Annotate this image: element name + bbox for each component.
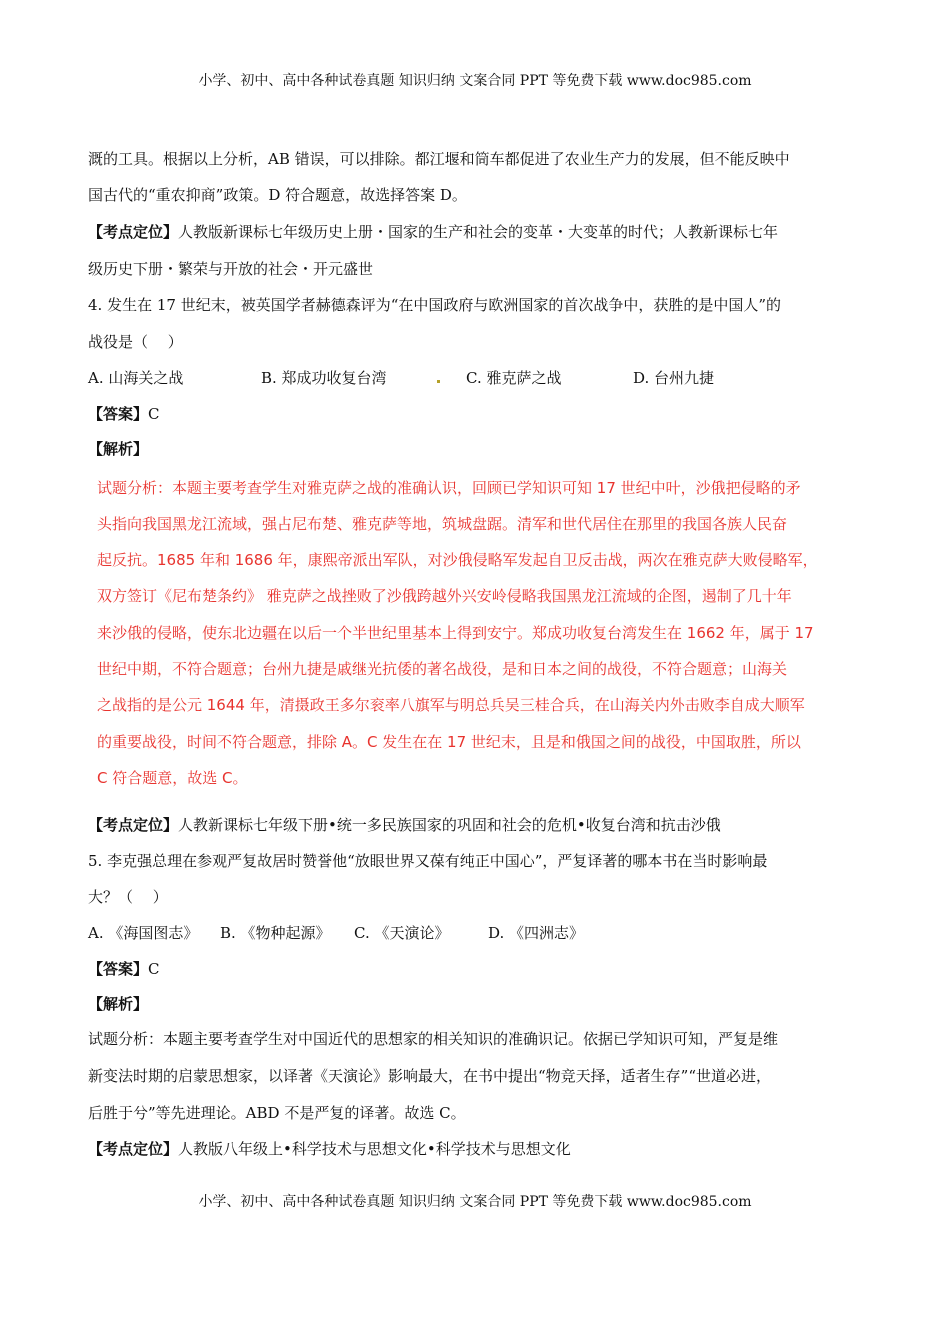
q4-option-d: D. 台州九捷	[633, 369, 715, 387]
q5-option-b: B. 《物种起源》	[220, 924, 331, 942]
stray-dot	[437, 380, 440, 383]
page-header: 小学、初中、高中各种试卷真题 知识归纳 文案合同 PPT 等免费下载 www.doc985.com	[198, 73, 752, 89]
q4-answer	[88, 403, 160, 424]
point-label: 【考点定位】	[88, 816, 179, 834]
q4-analysis-line-7: 之战指的是公元 1644 年，清摄政王多尔衮率八旗军与明总兵吴三桂合兵，在山海关内外击败李自成大顺军	[97, 696, 805, 714]
page-footer: 小学、初中、高中各种试卷真题 知识归纳 文案合同 PPT 等免费下载 www.doc985.com	[198, 1194, 752, 1210]
q5-point	[88, 1138, 571, 1159]
q5-option-c: C. 《天演论》	[354, 924, 450, 942]
answer-label: 【答案】	[88, 405, 149, 423]
q4-analysis-line-8: 的重要战役，时间不符合题意，排除 A。C 发生在在 17 世纪末，且是和俄国之间的战役，中国取胜，所以	[97, 733, 801, 751]
q4-analysis-line-2: 头指向我国黑龙江流域，强占尼布楚、雅克萨等地，筑城盘踞。清军和世代居住在那里的我国各族人民奋	[97, 515, 788, 533]
answer-value: C	[148, 960, 160, 978]
answer-value: C	[148, 405, 160, 423]
q5-stem-line-1: 5. 李克强总理在参观严复故居时赞誉他“放眼世界又葆有纯正中国心”，严复译著的哪本书在当时影响最	[88, 852, 768, 870]
q4-stem-line-2: 战役是（ ）	[88, 333, 183, 351]
q5-analysis-line-2: 新变法时期的启蒙思想家，以译著《天演论》影响最大，在书中提出“物竞天择，适者生存”“世道必进，	[88, 1067, 772, 1085]
q5-analysis-line-3: 后胜于兮”等先进理论。ABD 不是严复的译著。故选 C。	[88, 1104, 466, 1122]
q5-stem-line-2: 大？（ ）	[88, 888, 168, 906]
prev-analysis-line-2: 国古代的“重农抑商”政策。D 符合题意，故选择答案 D。	[88, 186, 467, 204]
q5-analysis-line-1: 试题分析：本题主要考查学生对中国近代的思想家的相关知识的准确识记。依据已学知识可知，严复是维	[88, 1030, 779, 1048]
q4-option-b: B. 郑成功收复台湾	[261, 369, 387, 387]
prev-point-line-1	[88, 221, 778, 242]
point-label: 【考点定位】	[88, 223, 179, 241]
q4-analysis-line-6: 世纪中期，不符合题意；台州九捷是戚继光抗倭的著名战役，是和日本之间的战役，不符合题意；山海关	[97, 660, 788, 678]
point-text: 人教版新课标七年级历史上册・国家的生产和社会的变革・大变革的时代；人教新课标七年	[178, 223, 779, 241]
q5-option-d: D. 《四洲志》	[488, 924, 585, 942]
q5-analysis-label: 【解析】	[88, 995, 149, 1013]
q4-point	[88, 814, 721, 835]
prev-analysis-line-1: 溉的工具。根据以上分析，AB 错误，可以排除。都江堰和筒车都促进了农业生产力的发展，但不能反映中	[88, 150, 790, 168]
q5-option-a: A. 《海国图志》	[88, 924, 199, 942]
q4-option-a: A. 山海关之战	[88, 369, 184, 387]
point-text: 人教新课标七年级下册•统一多民族国家的巩固和社会的危机•收复台湾和抗击沙俄	[178, 816, 721, 834]
q4-analysis-line-1: 试题分析：本题主要考查学生对雅克萨之战的准确认识，回顾已学知识可知 17 世纪中叶，沙俄把侵略的矛	[97, 479, 801, 497]
answer-label: 【答案】	[88, 960, 149, 978]
q5-answer	[88, 958, 160, 979]
q4-analysis-line-9: C 符合题意，故选 C。	[97, 769, 248, 787]
prev-point-line-2: 级历史下册・繁荣与开放的社会・开元盛世	[88, 260, 374, 278]
q4-analysis-line-3: 起反抗。1685 年和 1686 年，康熙帝派出军队，对沙俄侵略军发起自卫反击战，两次在雅克萨大败侵略军，	[97, 551, 818, 569]
q4-analysis-line-4: 双方签订《尼布楚条约》 雅克萨之战挫败了沙俄跨越外兴安岭侵略我国黑龙江流域的企图，遏制了几十年	[97, 587, 792, 605]
q4-analysis-label: 【解析】	[88, 440, 149, 458]
point-text: 人教版八年级上•科学技术与思想文化•科学技术与思想文化	[178, 1140, 571, 1158]
q4-stem-line-1: 4. 发生在 17 世纪末，被英国学者赫德森评为“在中国政府与欧洲国家的首次战争中，获胜的是中国人”的	[88, 296, 782, 314]
q4-option-c: C. 雅克萨之战	[466, 369, 562, 387]
q4-analysis-line-5: 来沙俄的侵略，使东北边疆在以后一个半世纪里基本上得到安宁。郑成功收复台湾发生在 1662 年，属于 17	[97, 624, 814, 642]
point-label: 【考点定位】	[88, 1140, 179, 1158]
